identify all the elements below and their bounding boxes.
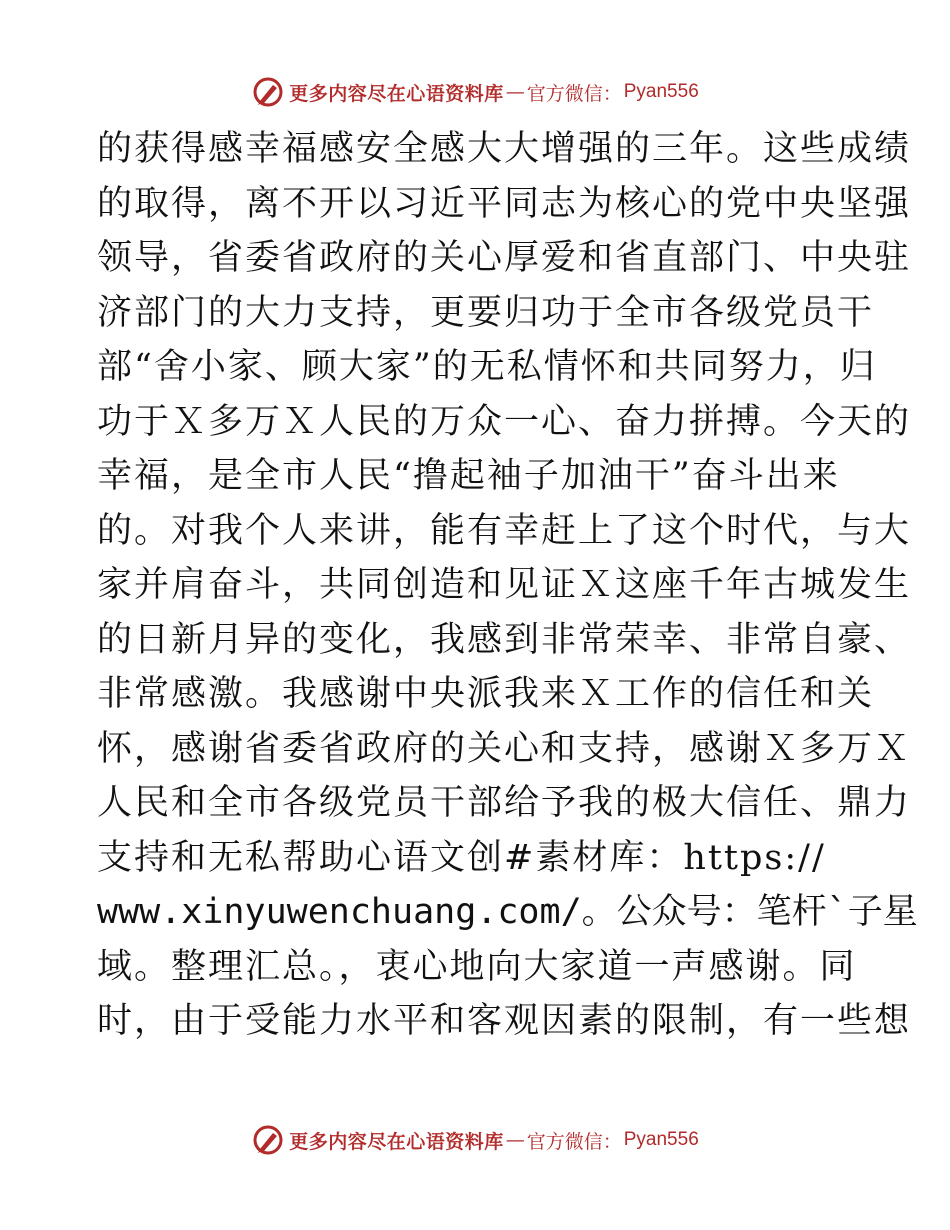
footer-wechat-id: Pyan556	[623, 1129, 699, 1150]
footer-dash: —	[505, 1129, 525, 1151]
body-line: 非常感激。我感谢中央派我来Ｘ工作的信任和关	[97, 674, 875, 714]
body-line: 时，由于受能力水平和客观因素的限制，有一些想	[97, 1001, 912, 1041]
body-line: 的获得感幸福感安全感大大增强的三年。这些成绩	[97, 129, 912, 169]
header-wechat-label: 官方微信：	[526, 82, 622, 105]
body-line: 家并肩奋斗，共同创造和见证Ｘ这座千年古城发生	[97, 565, 912, 605]
body-line: 济部门的大力支持，更要归功于全市各级党员干	[97, 292, 875, 333]
header-brand-text: 更多内容尽在心语资料库	[289, 82, 504, 105]
document-body	[97, 122, 918, 1049]
body-line: 幸福，是全市人民“撸起袖子加油干”奋斗出来	[97, 456, 840, 496]
body-line: 部“舍小家、顾大家”的无私情怀和共同努力，归	[97, 347, 877, 387]
body-line: 的。对我个人来讲，能有幸赶上了这个时代，与大	[97, 510, 912, 551]
body-line: 怀，感谢省委省政府的关心和支持，感谢Ｘ多万Ｘ	[97, 728, 912, 769]
body-line: 的日新月异的变化，我感到非常荣幸、非常自豪、	[97, 619, 912, 660]
header-dash: —	[505, 81, 525, 103]
pen-logo-icon	[251, 1123, 285, 1157]
body-line: 人民和全市各级党员干部给予我的极大信任、鼎力	[97, 783, 912, 823]
body-line: 域。整理汇总。，衷心地向大家道一声感谢。同	[97, 946, 857, 987]
pen-logo-icon	[251, 75, 285, 109]
body-line-url: www.xinyuwenchuang.com/。公众号：笔杆`子星	[97, 892, 918, 932]
footer-watermark-banner	[0, 1118, 950, 1162]
body-line: 的取得，离不开以习近平同志为核心的党中央坚强	[97, 183, 912, 224]
body-line: 功于Ｘ多万Ｘ人民的万众一心、奋力拼搏。今天的	[97, 401, 912, 442]
body-line: 支持和无私帮助心语文创#素材库：https://	[97, 837, 826, 878]
header-wechat-id: Pyan556	[623, 81, 699, 102]
footer-wechat-label: 官方微信：	[526, 1130, 622, 1153]
header-watermark-banner	[0, 70, 950, 114]
body-line: 领导，省委省政府的关心厚爱和省直部门、中央驻	[97, 238, 912, 278]
footer-brand-text: 更多内容尽在心语资料库	[289, 1130, 504, 1153]
